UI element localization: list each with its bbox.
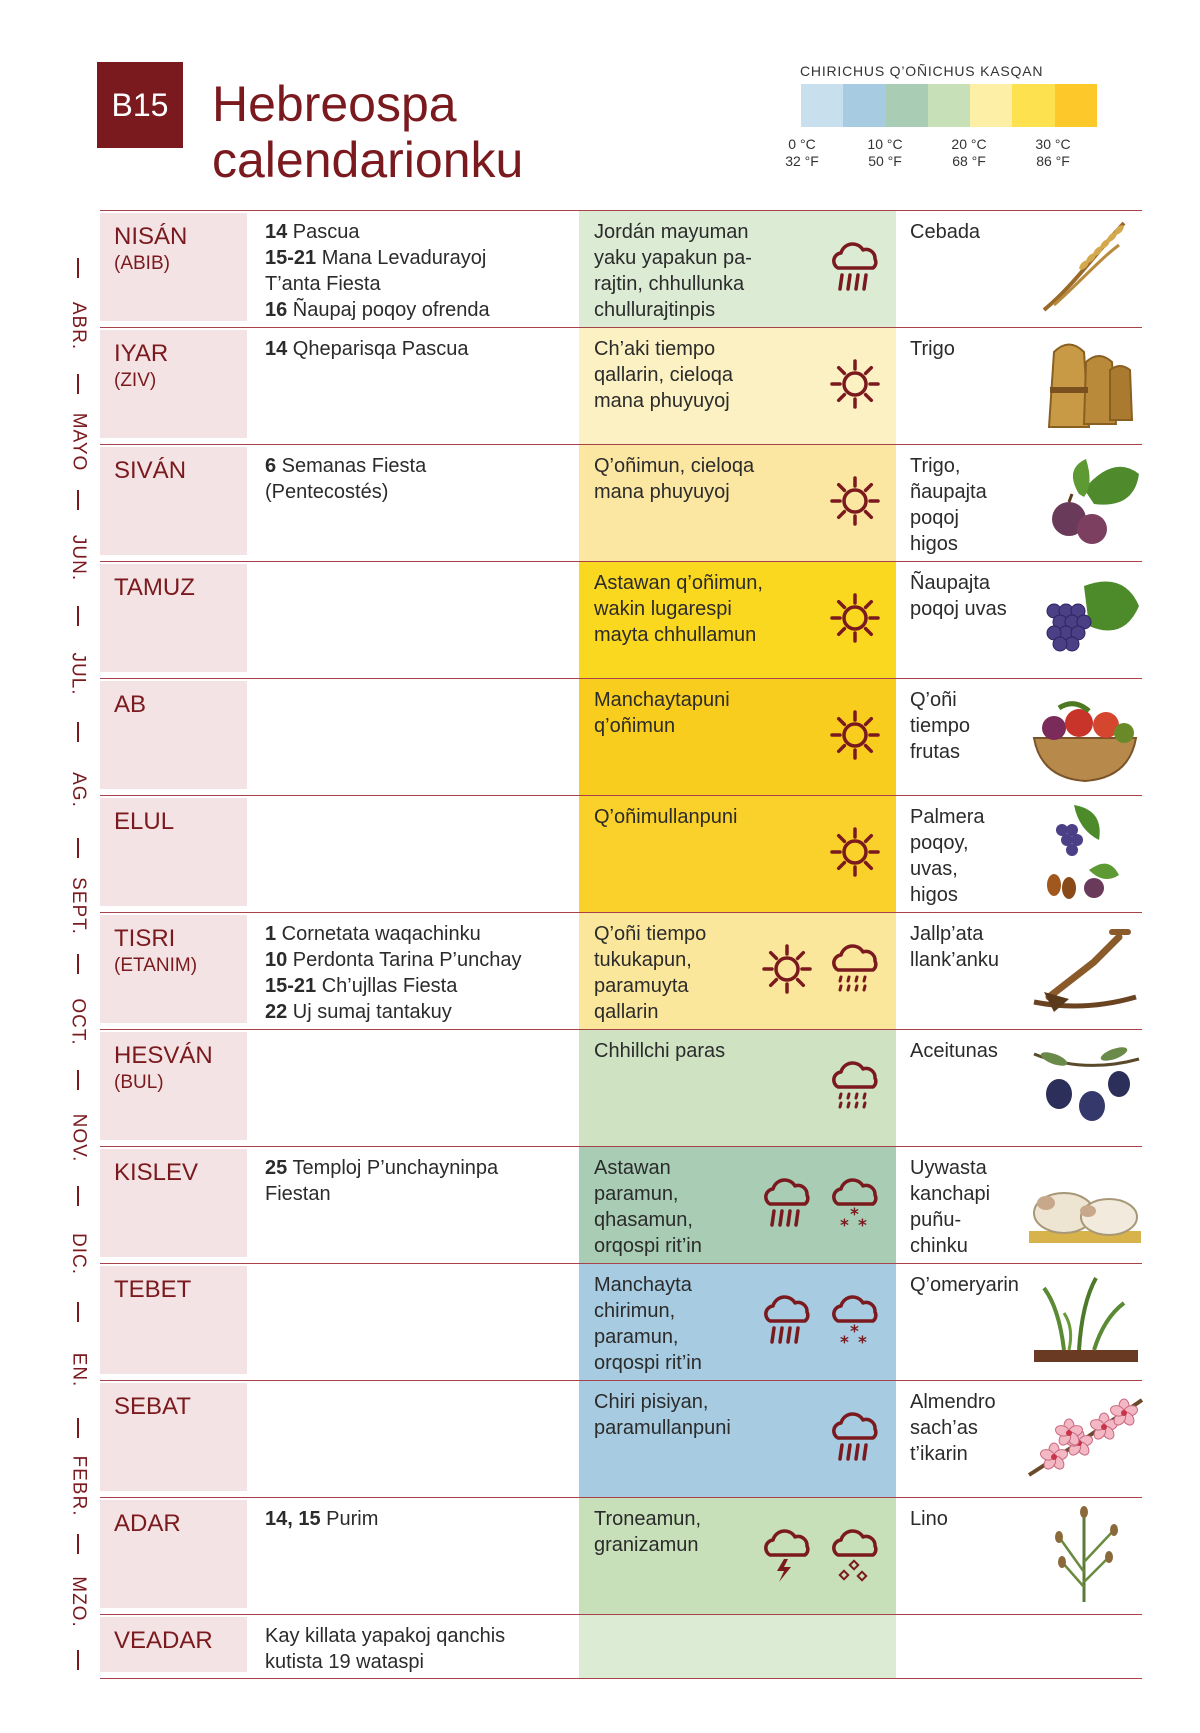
festival-entry xyxy=(265,947,565,973)
climate-cell xyxy=(579,913,896,1029)
gregorian-month xyxy=(66,854,90,958)
svg-text:*: * xyxy=(858,1215,867,1232)
climate-cell xyxy=(579,1264,896,1380)
legend-swatch xyxy=(1012,84,1054,127)
festival-day: 16 xyxy=(265,299,288,321)
climate-description xyxy=(594,336,794,414)
crop-line: ñaupajta xyxy=(910,481,987,503)
festival-name: Ch’ujllas Fiesta xyxy=(316,975,458,997)
month-row xyxy=(100,1380,1142,1497)
rain-icon xyxy=(826,238,884,301)
month-name: IYAR xyxy=(114,340,169,367)
sun-icon xyxy=(826,472,884,535)
festival-day: 14 xyxy=(265,338,288,360)
festival-day: 22 xyxy=(265,1001,288,1023)
festival-day: 14 xyxy=(265,221,288,243)
gregorian-month-label: NOV. xyxy=(68,1113,89,1163)
festival-name: T’anta Fiesta xyxy=(265,273,381,295)
climate-cell xyxy=(579,1381,896,1497)
gregorian-month-label: EN. xyxy=(68,1352,89,1388)
crop-text xyxy=(910,453,1030,557)
festival-day: 25 xyxy=(265,1157,288,1179)
crop-line: chinku xyxy=(910,1235,968,1257)
climate-description xyxy=(594,1038,794,1064)
festival-entry xyxy=(265,1155,565,1181)
month-cell xyxy=(100,915,247,1023)
climate-line: Chiri pisiyan, xyxy=(594,1391,709,1413)
crop-text xyxy=(910,570,1030,622)
climate-description xyxy=(594,570,794,648)
svg-text:*: * xyxy=(850,1204,859,1225)
month-row xyxy=(100,210,1142,327)
snow-icon xyxy=(826,1174,884,1237)
flax-icon xyxy=(1024,1502,1146,1608)
month-row xyxy=(100,1497,1142,1614)
climate-cell xyxy=(579,679,896,795)
climate-line: mana phuyuyoj xyxy=(594,390,730,412)
climate-line: paramun, xyxy=(594,1326,679,1348)
weather-icons xyxy=(826,679,884,795)
crop-text xyxy=(910,1389,1030,1467)
month-row xyxy=(100,1614,1142,1679)
festival-name: Kay killata yapakoj qanchis xyxy=(265,1625,506,1647)
climate-description xyxy=(594,453,794,505)
festival-entry xyxy=(265,245,565,271)
month-name: SIVÁN xyxy=(114,457,187,484)
month-cell xyxy=(100,213,247,321)
climate-line: mana phuyuyoj xyxy=(594,481,730,503)
sun-icon xyxy=(758,940,816,1003)
crop-text xyxy=(910,804,1030,908)
climate-line: chirimun, xyxy=(594,1300,676,1322)
festival-entry xyxy=(265,219,565,245)
weather-icons xyxy=(758,1147,884,1263)
section-badge: B15 xyxy=(97,62,183,148)
rain-icon xyxy=(826,1408,884,1471)
festival-entry xyxy=(265,1506,565,1532)
weather-icons xyxy=(826,562,884,678)
gregorian-month-label: JUL. xyxy=(68,652,90,696)
month-row xyxy=(100,912,1142,1029)
climate-line: chullurajtinpis xyxy=(594,299,716,321)
month-alt-name: (BUL) xyxy=(114,1072,164,1093)
crop-line: poqoj xyxy=(910,507,959,529)
gregorian-month-label: FEBR. xyxy=(68,1455,90,1517)
crop-text xyxy=(910,687,1030,765)
legend-tick-label xyxy=(762,136,842,170)
crop-text xyxy=(910,1272,1030,1298)
crop-line: Cebada xyxy=(910,221,981,243)
gregorian-month xyxy=(66,390,90,494)
calendar-table xyxy=(100,210,1142,1679)
festivals-cell xyxy=(265,1155,565,1207)
festival-name: Pascua xyxy=(287,221,360,243)
crop-line: Q’omeryarin xyxy=(910,1274,1019,1296)
weather-icons xyxy=(826,1030,884,1146)
legend-swatch xyxy=(801,84,843,127)
climate-cell xyxy=(579,1147,896,1263)
gregorian-month xyxy=(66,506,90,610)
festival-name: Purim xyxy=(320,1508,379,1530)
climate-line: qhasamun, xyxy=(594,1209,693,1231)
festival-entry xyxy=(265,271,565,297)
climate-cell xyxy=(579,211,896,327)
rain-icon xyxy=(758,1174,816,1237)
hail-icon xyxy=(826,1525,884,1588)
crop-line: puñu- xyxy=(910,1209,962,1231)
climate-line: Astawan q’oñimun, xyxy=(594,572,763,594)
weather-icons xyxy=(826,1381,884,1497)
climate-line: rajtin, chhullunka xyxy=(594,273,745,295)
sun-icon xyxy=(826,589,884,652)
month-name: TISRI xyxy=(114,925,176,952)
gregorian-month xyxy=(66,622,90,726)
festival-entry xyxy=(265,973,565,999)
svg-text:*: * xyxy=(840,1215,849,1232)
festival-name: Perdonta Tarina P’unchay xyxy=(287,949,522,971)
month-cell xyxy=(100,1266,247,1374)
festivals-cell xyxy=(265,219,565,323)
festival-day: 15-21 xyxy=(265,247,317,269)
light-rain-icon xyxy=(826,940,884,1003)
almond-blossom-icon xyxy=(1024,1385,1146,1491)
gregorian-month xyxy=(66,1086,90,1190)
month-alt-name: (ABIB) xyxy=(114,253,170,274)
climate-line: wakin lugarespi xyxy=(594,598,732,620)
temperature-legend-title: CHIRICHUS Q’OÑICHUS KASQAN xyxy=(800,63,1044,79)
weather-icons xyxy=(758,1264,884,1380)
grapes-icon xyxy=(1024,566,1146,672)
legend-fahrenheit: 50 °F xyxy=(868,153,902,169)
festival-name: Mana Levadurayoj xyxy=(316,247,487,269)
climate-cell xyxy=(579,562,896,678)
month-row xyxy=(100,678,1142,795)
title-line-2: calendarionku xyxy=(212,132,524,188)
legend-fahrenheit: 86 °F xyxy=(1036,153,1070,169)
festival-name: Uj sumaj tantakuy xyxy=(287,1001,452,1023)
month-name: NISÁN xyxy=(114,223,188,250)
crop-line: Q’oñi xyxy=(910,689,957,711)
crop-text xyxy=(910,1506,1030,1532)
climate-description xyxy=(594,1389,794,1441)
crop-line: Palmera xyxy=(910,806,985,828)
month-cell xyxy=(100,1617,247,1672)
crop-line: Ñaupajta xyxy=(910,572,991,594)
title-line-1: Hebreospa xyxy=(212,76,457,132)
weather-icons xyxy=(826,328,884,444)
legend-celsius: 30 °C xyxy=(1035,136,1071,152)
gregorian-month xyxy=(66,1318,90,1422)
festival-name: kutista 19 wataspi xyxy=(265,1651,424,1673)
festival-name: Cornetata waqachinku xyxy=(276,923,481,945)
climate-line: q’oñimun xyxy=(594,715,676,737)
legend-celsius: 0 °C xyxy=(788,136,816,152)
crop-line: uvas, xyxy=(910,858,958,880)
legend-fahrenheit: 32 °F xyxy=(785,153,819,169)
climate-line: Ch’aki tiempo xyxy=(594,338,716,360)
month-row xyxy=(100,327,1142,444)
climate-line: Q’oñimun, cieloqa xyxy=(594,455,755,477)
month-cell xyxy=(100,1383,247,1491)
month-cell xyxy=(100,798,247,906)
crop-line: Trigo, xyxy=(910,455,961,477)
fruit-basket-icon xyxy=(1024,683,1146,789)
climate-line: mayta chhullamun xyxy=(594,624,757,646)
month-alt-name: (ETANIM) xyxy=(114,955,198,976)
climate-line: Manchaytapuni xyxy=(594,689,730,711)
crop-text xyxy=(910,921,1030,973)
month-name: TAMUZ xyxy=(114,574,195,601)
crop-text xyxy=(910,219,1030,245)
month-cell xyxy=(100,564,247,672)
climate-cell xyxy=(579,1030,896,1146)
festival-day: 10 xyxy=(265,949,288,971)
storm-icon xyxy=(758,1525,816,1588)
light-rain-icon xyxy=(826,1057,884,1120)
weather-icons xyxy=(826,796,884,912)
crop-line: Uywasta xyxy=(910,1157,987,1179)
crop-line: llank’anku xyxy=(910,949,999,971)
month-name: AB xyxy=(114,691,147,718)
month-row xyxy=(100,1146,1142,1263)
festivals-cell xyxy=(265,1506,565,1532)
climate-line: orqospi rit’in xyxy=(594,1352,702,1374)
legend-tick-label xyxy=(929,136,1009,170)
gregorian-month-label: MAYO xyxy=(68,412,90,472)
crop-line: t’ikarin xyxy=(910,1443,968,1465)
legend-swatch xyxy=(1055,84,1097,127)
climate-cell xyxy=(579,1615,896,1678)
month-cell xyxy=(100,681,247,789)
crop-line: sach’as xyxy=(910,1417,978,1439)
gregorian-month-label: ABR. xyxy=(68,301,90,351)
festival-entry xyxy=(265,336,565,362)
month-row xyxy=(100,795,1142,912)
climate-cell xyxy=(579,445,896,561)
month-row xyxy=(100,444,1142,561)
gregorian-separator xyxy=(77,1650,79,1670)
crop-line: kanchapi xyxy=(910,1183,991,1205)
festivals-cell xyxy=(265,453,565,505)
legend-tick-label xyxy=(845,136,925,170)
crop-text xyxy=(910,336,1030,362)
gregorian-month xyxy=(66,738,90,842)
wheat-sheaf-icon xyxy=(1024,332,1146,438)
svg-text:*: * xyxy=(850,1321,859,1342)
month-cell xyxy=(100,1500,247,1608)
weather-icons xyxy=(758,1498,884,1614)
crop-line: Aceitunas xyxy=(910,1040,998,1062)
sun-icon xyxy=(826,706,884,769)
gregorian-month xyxy=(66,1434,90,1538)
crop-line: tiempo xyxy=(910,715,971,737)
plow-icon xyxy=(1024,917,1146,1023)
climate-cell xyxy=(579,328,896,444)
dates-grapes-icon xyxy=(1024,800,1146,906)
month-cell xyxy=(100,1149,247,1257)
climate-description xyxy=(594,687,794,739)
crop-line: higos xyxy=(910,884,958,906)
month-name: KISLEV xyxy=(114,1159,199,1186)
festival-entry xyxy=(265,453,565,479)
gregorian-month-column xyxy=(66,268,90,1668)
figs-icon xyxy=(1024,449,1146,555)
festival-name: Ñaupaj poqoy ofrenda xyxy=(287,299,490,321)
climate-cell xyxy=(579,1498,896,1614)
festival-day: 14, 15 xyxy=(265,1508,321,1530)
festival-name: Semanas Fiesta xyxy=(276,455,427,477)
month-name: HESVÁN xyxy=(114,1042,213,1069)
month-row xyxy=(100,1263,1142,1380)
gregorian-month xyxy=(66,1202,90,1306)
festival-day: 1 xyxy=(265,923,277,945)
climate-line: Q’oñimullanpuni xyxy=(594,806,738,828)
climate-line: paramuyta xyxy=(594,975,689,997)
crop-text xyxy=(910,1155,1030,1259)
climate-cell xyxy=(579,796,896,912)
crop-line: poqoy, xyxy=(910,832,969,854)
crop-line: higos xyxy=(910,533,958,555)
month-cell xyxy=(100,1032,247,1140)
sun-icon xyxy=(826,355,884,418)
rain-icon xyxy=(758,1291,816,1354)
crop-line: poqoj uvas xyxy=(910,598,1007,620)
gregorian-month-label: AG. xyxy=(68,772,90,808)
snow-icon xyxy=(826,1291,884,1354)
month-row xyxy=(100,561,1142,678)
gregorian-month xyxy=(66,1550,90,1654)
legend-swatch xyxy=(970,84,1012,127)
festival-entry xyxy=(265,1181,565,1207)
month-alt-name: (ZIV) xyxy=(114,370,157,391)
sheep-icon xyxy=(1024,1151,1146,1257)
gregorian-month xyxy=(66,274,90,378)
climate-line: tukukapun, xyxy=(594,949,692,971)
sun-icon xyxy=(826,823,884,886)
festival-name: Temploj P’unchayninpa xyxy=(287,1157,499,1179)
festival-entry xyxy=(265,921,565,947)
festival-name: Fiestan xyxy=(265,1183,331,1205)
climate-line: orqospi rit’in xyxy=(594,1235,702,1257)
crop-line: Trigo xyxy=(910,338,955,360)
climate-description xyxy=(594,804,794,830)
climate-line: paramullanpuni xyxy=(594,1417,731,1439)
sprouts-icon xyxy=(1024,1268,1146,1374)
gregorian-month-label: DIC. xyxy=(68,1233,89,1275)
crop-text xyxy=(910,1038,1030,1064)
month-name: VEADAR xyxy=(114,1627,213,1654)
month-name: SEBAT xyxy=(114,1393,191,1420)
temperature-legend-bar xyxy=(801,84,1097,127)
climate-line: Jordán mayuman xyxy=(594,221,749,243)
legend-swatch xyxy=(886,84,928,127)
month-name: TEBET xyxy=(114,1276,192,1303)
legend-tick-label xyxy=(1013,136,1093,170)
festival-entry xyxy=(265,479,565,505)
month-cell xyxy=(100,447,247,555)
crop-line: Jallp’ata xyxy=(910,923,984,945)
festival-day: 15-21 xyxy=(265,975,317,997)
olives-icon xyxy=(1024,1034,1146,1140)
crop-line: Almendro xyxy=(910,1391,996,1413)
festival-entry xyxy=(265,1649,565,1675)
gregorian-month-label: OCT. xyxy=(68,998,89,1046)
legend-swatch xyxy=(928,84,970,127)
climate-line: yaku yapakun pa- xyxy=(594,247,752,269)
festivals-cell xyxy=(265,1623,565,1675)
festival-name: Qheparisqa Pascua xyxy=(287,338,469,360)
festival-name: (Pentecostés) xyxy=(265,481,389,503)
legend-swatch xyxy=(843,84,885,127)
legend-celsius: 10 °C xyxy=(867,136,903,152)
festival-entry xyxy=(265,297,565,323)
festival-entry xyxy=(265,1623,565,1649)
month-name: ADAR xyxy=(114,1510,181,1537)
festival-day: 6 xyxy=(265,455,277,477)
svg-text:*: * xyxy=(858,1332,867,1349)
month-cell xyxy=(100,330,247,438)
barley-icon xyxy=(1024,215,1146,321)
festivals-cell xyxy=(265,921,565,1025)
crop-line: frutas xyxy=(910,741,961,763)
climate-line: qallarin xyxy=(594,1001,659,1023)
page-title xyxy=(212,76,523,188)
climate-line: Troneamun, xyxy=(594,1508,702,1530)
legend-fahrenheit: 68 °F xyxy=(952,153,986,169)
festivals-cell xyxy=(265,336,565,362)
gregorian-month-label: SEPT. xyxy=(68,877,89,935)
weather-icons xyxy=(826,211,884,327)
climate-description xyxy=(594,219,794,323)
legend-celsius: 20 °C xyxy=(951,136,987,152)
festival-entry xyxy=(265,999,565,1025)
gregorian-month xyxy=(66,970,90,1074)
svg-text:*: * xyxy=(840,1332,849,1349)
weather-icons xyxy=(826,445,884,561)
crop-line: Lino xyxy=(910,1508,948,1530)
gregorian-month-label: MZO. xyxy=(68,1576,89,1628)
climate-line: granizamun xyxy=(594,1534,699,1556)
month-row xyxy=(100,1029,1142,1146)
climate-line: Astawan xyxy=(594,1157,671,1179)
climate-line: Manchayta xyxy=(594,1274,692,1296)
climate-line: qallarin, cieloqa xyxy=(594,364,733,386)
climate-line: Q’oñi tiempo xyxy=(594,923,707,945)
climate-line: paramun, xyxy=(594,1183,679,1205)
gregorian-month-label: JUN. xyxy=(68,534,90,582)
month-name: ELUL xyxy=(114,808,175,835)
climate-line: Chhillchi paras xyxy=(594,1040,726,1062)
weather-icons xyxy=(758,913,884,1029)
